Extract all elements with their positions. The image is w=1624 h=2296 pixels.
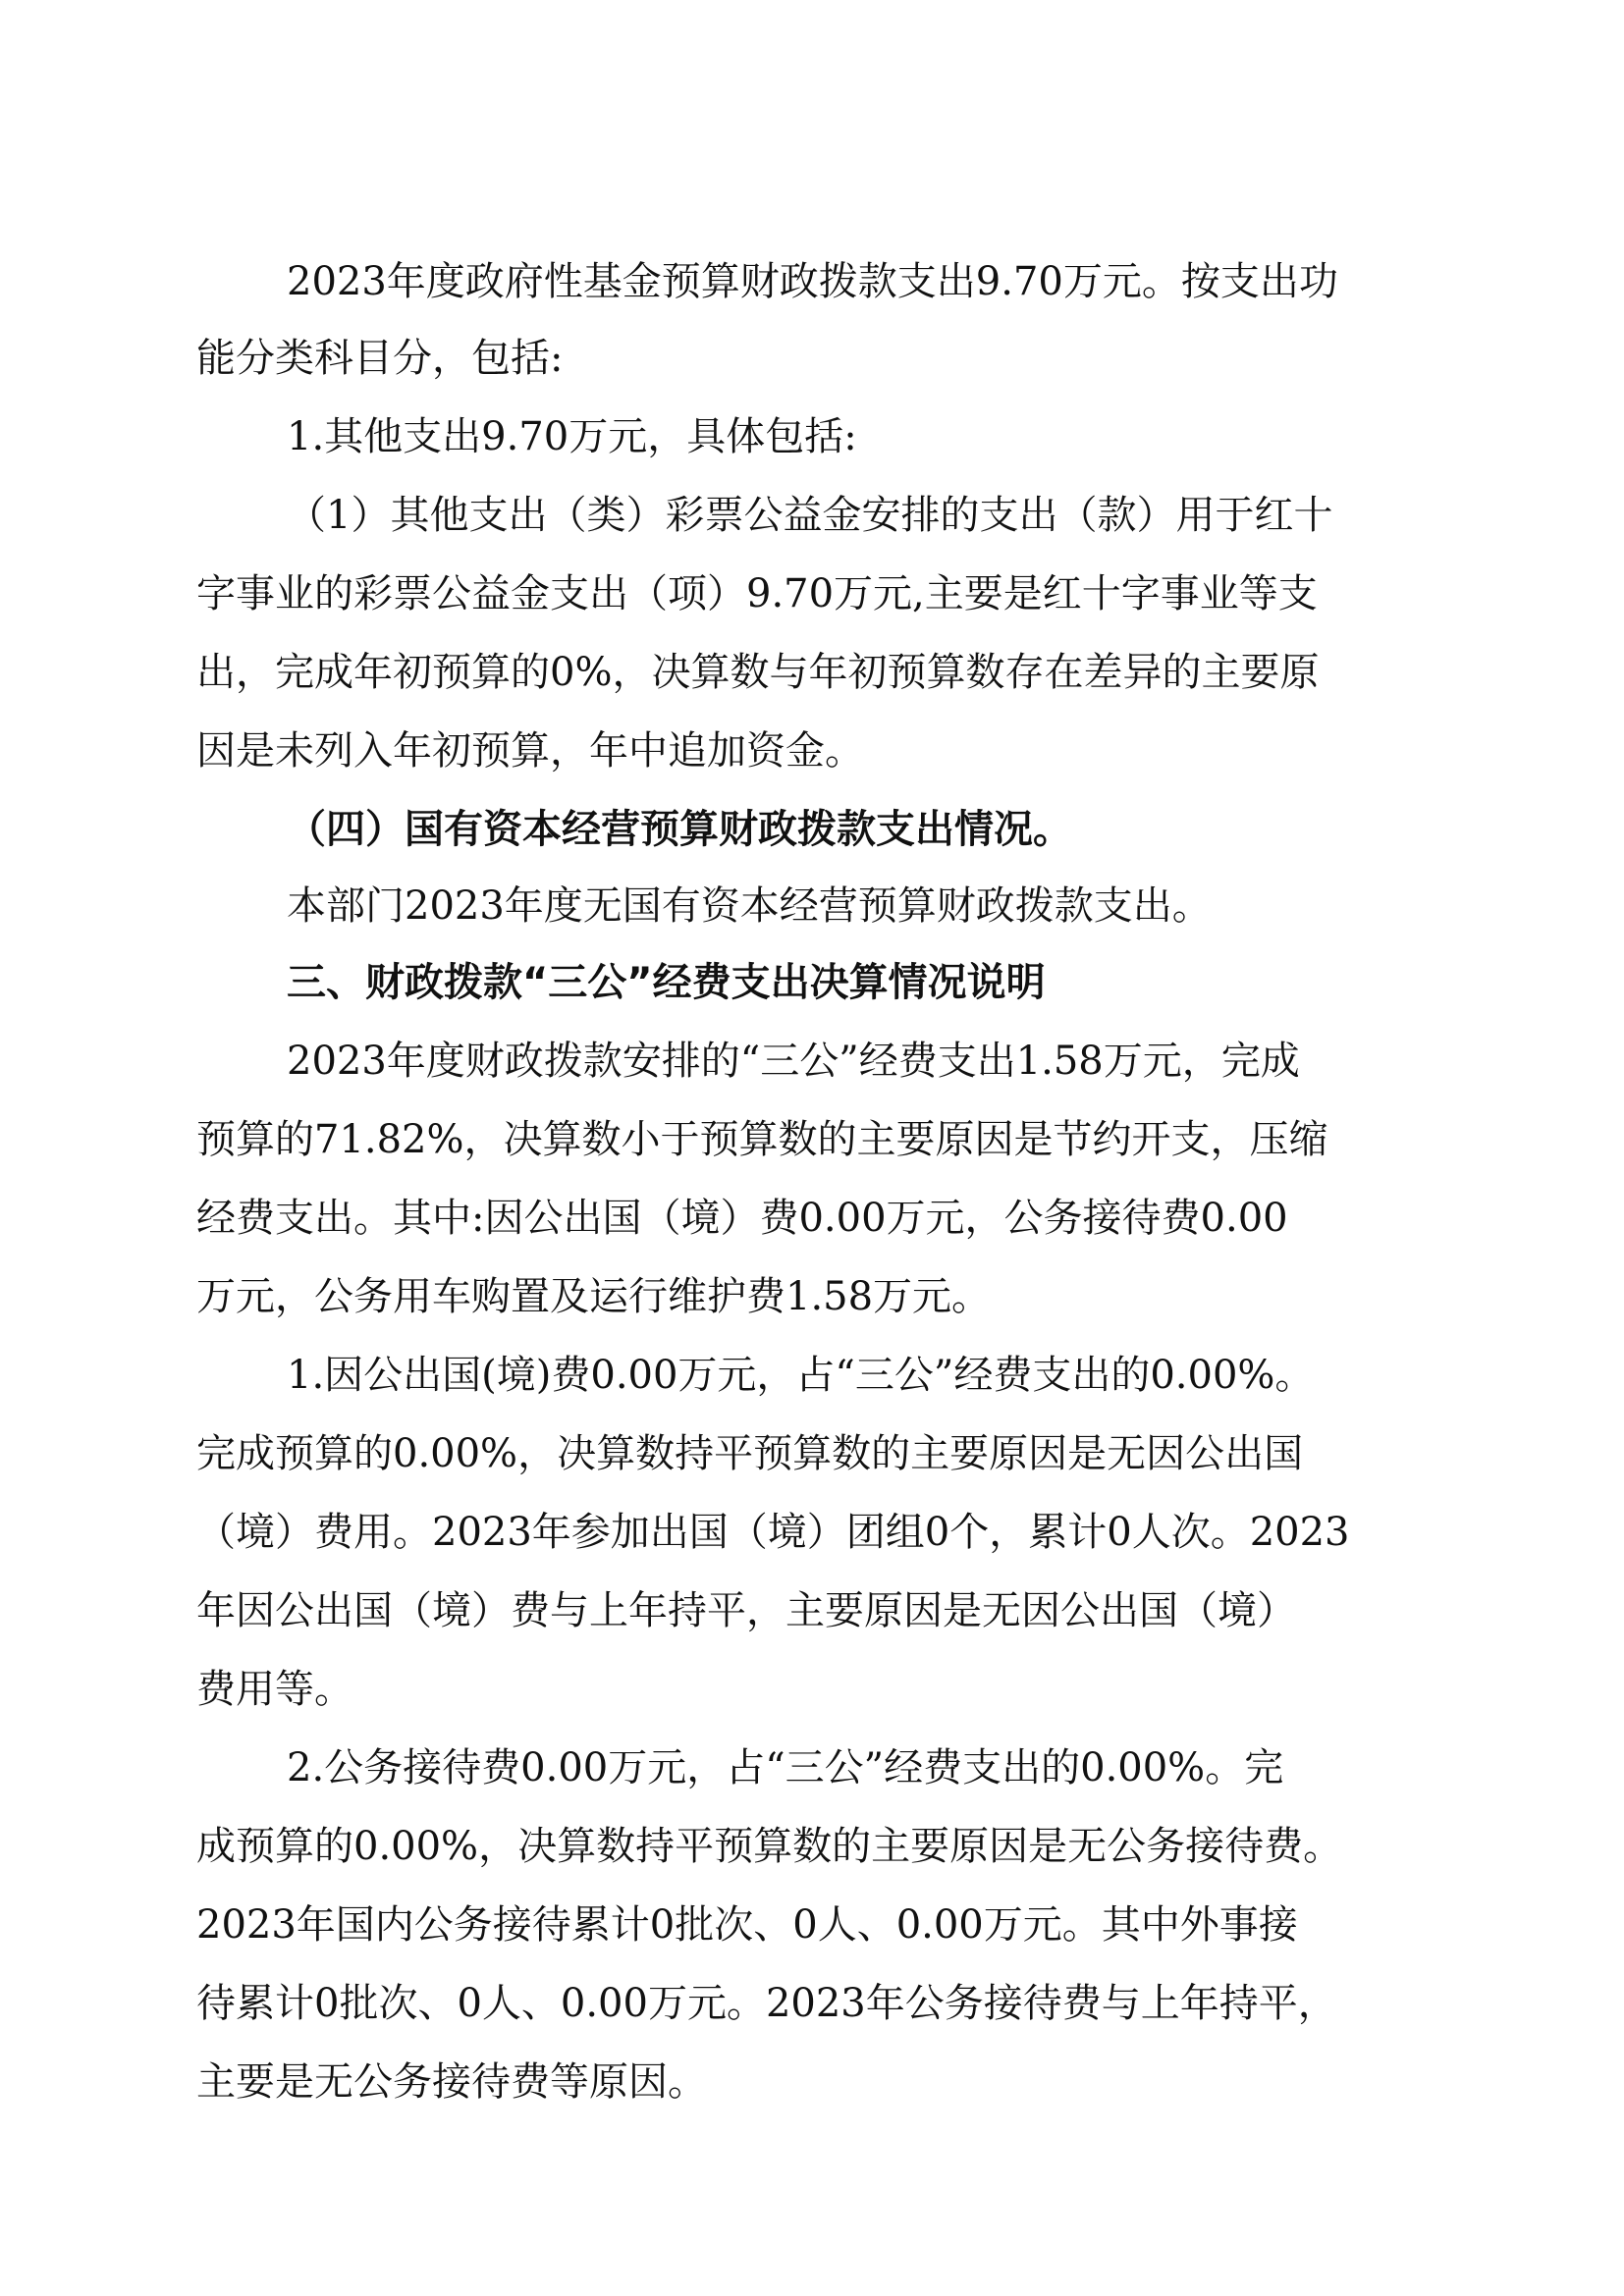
paragraph-line: 2023年度财政拨款安排的“三公”经费支出1.58万元，完成 bbox=[287, 1039, 1300, 1084]
paragraph-line: 经费支出。其中:因公出国（境）费0.00万元，公务接待费0.00 bbox=[196, 1196, 1288, 1241]
paragraph-line: 万元，公务用车购置及运行维护费1.58万元。 bbox=[196, 1274, 992, 1319]
section-heading: （四）国有资本经营预算财政拨款支出情况。 bbox=[287, 807, 1072, 852]
paragraph-line: 年因公出国（境）费与上年持平，主要原因是无因公出国（境） bbox=[196, 1588, 1296, 1633]
paragraph-line: 预算的71.82%，决算数小于预算数的主要原因是节约开支，压缩 bbox=[196, 1117, 1328, 1162]
paragraph-line: 完成预算的0.00%，决算数持平预算数的主要原因是无因公出国 bbox=[196, 1431, 1304, 1476]
paragraph-line: 能分类科目分，包括: bbox=[196, 336, 564, 381]
paragraph-line: 主要是无公务接待费等原因。 bbox=[196, 2059, 707, 2105]
section-heading: 三、财政拨款“三公”经费支出决算情况说明 bbox=[287, 960, 1046, 1005]
paragraph-line: （境）费用。2023年参加出国（境）团组0个，累计0人次。2023 bbox=[196, 1510, 1350, 1555]
paragraph-line: （1）其他支出（类）彩票公益金安排的支出（款）用于红十 bbox=[287, 493, 1333, 538]
paragraph-line: 字事业的彩票公益金支出（项）9.70万元,主要是红十字事业等支 bbox=[196, 571, 1318, 616]
paragraph-line: 2023年度政府性基金预算财政拨款支出9.70万元。按支出功 bbox=[287, 259, 1338, 304]
paragraph-line: 2.公务接待费0.00万元，占“三公”经费支出的0.00%。完 bbox=[287, 1745, 1284, 1790]
paragraph-line: 1.因公出国(境)费0.00万元，占“三公”经费支出的0.00%。 bbox=[287, 1353, 1315, 1398]
paragraph-line: 费用等。 bbox=[196, 1667, 353, 1712]
paragraph-line: 待累计0批次、0人、0.00万元。2023年公务接待费与上年持平， bbox=[196, 1981, 1337, 2026]
paragraph-line: 1.其他支出9.70万元，具体包括: bbox=[287, 414, 857, 459]
paragraph-line: 成预算的0.00%，决算数持平预算数的主要原因是无公务接待费。 bbox=[196, 1824, 1343, 1869]
paragraph-line: 因是未列入年初预算，年中追加资金。 bbox=[196, 728, 864, 774]
paragraph-line: 出，完成年初预算的0%，决算数与年初预算数存在差异的主要原 bbox=[196, 650, 1320, 695]
paragraph-line: 本部门2023年度无国有资本经营预算财政拨款支出。 bbox=[287, 883, 1212, 929]
paragraph-line: 2023年国内公务接待累计0批次、0人、0.00万元。其中外事接 bbox=[196, 1902, 1298, 1948]
